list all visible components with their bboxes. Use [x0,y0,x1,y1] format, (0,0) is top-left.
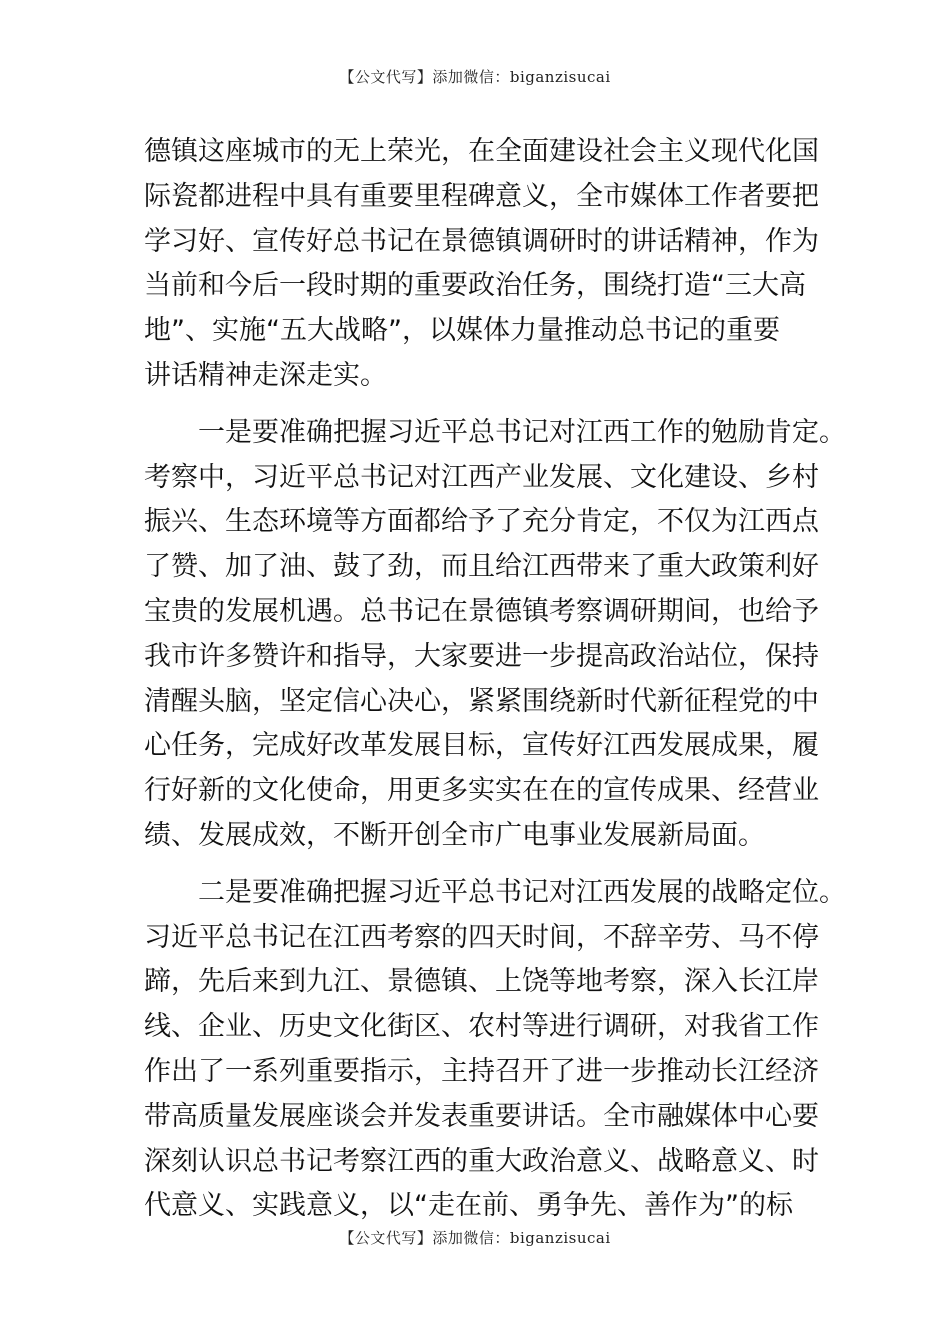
text-line: 了赞、加了油、鼓了劲，而且给江西带来了重大政策利好 [144,551,819,583]
paragraph [144,130,820,399]
text-line: 际瓷都进程中具有重要里程碑意义，全市媒体工作者要把 [144,180,819,212]
text-line: 当前和今后一段时期的重要政治任务，围绕打造“三大高 [144,270,806,302]
text-line: 二是要准确把握习近平总书记对江西发展的战略定位。 [144,876,846,908]
text-line: 习近平总书记在江西考察的四天时间，不辞辛劳、马不停 [144,921,819,953]
text-line: 考察中，习近平总书记对江西产业发展、文化建设、乡村 [144,461,819,493]
text-line: 蹄，先后来到九江、景德镇、上饶等地考察，深入长江岸 [144,966,819,998]
text-line: 清醒头脑，坚定信心决心，紧紧围绕新时代新征程党的中 [144,685,819,717]
text-line: 带高质量发展座谈会并发表重要讲话。全市融媒体中心要 [144,1100,819,1132]
page-footer: 【公文代写】添加微信：biganzisucai [339,1229,611,1247]
text-line: 心任务，完成好改革发展目标，宣传好江西发展成果，履 [144,730,819,762]
paragraph-gap [144,399,820,411]
text-line: 代意义、实践意义，以“走在前、勇争先、善作为”的标 [144,1190,793,1222]
text-line: 讲话精神走深走实。 [144,359,387,391]
page-header: 【公文代写】添加微信：biganzisucai [339,68,611,86]
text-line: 行好新的文化使命，用更多实实在在的宣传成果、经营业 [144,775,819,807]
text-line: 作出了一系列重要指示，主持召开了进一步推动长江经济 [144,1055,819,1087]
text-line: 宝贵的发展机遇。总书记在景德镇考察调研期间，也给予 [144,595,819,627]
text-line: 学习好、宣传好总书记在景德镇调研时的讲话精神，作为 [144,225,819,257]
paragraph [144,871,846,1229]
text-line: 线、企业、历史文化街区、农村等进行调研，对我省工作 [144,1011,819,1043]
text-line: 绩、发展成效，不断开创全市广电事业发展新局面。 [144,819,765,851]
text-line: 振兴、生态环境等方面都给予了充分肯定，不仅为江西点 [144,506,819,538]
paragraph-gap [144,859,820,871]
text-line: 一是要准确把握习近平总书记对江西工作的勉励肯定。 [144,416,846,448]
text-line: 深刻认识总书记考察江西的重大政治意义、战略意义、时 [144,1145,819,1177]
document-body [144,130,846,1229]
text-line: 德镇这座城市的无上荣光，在全面建设社会主义现代化国 [144,136,819,167]
text-line: 我市许多赞许和指导，大家要进一步提高政治站位，保持 [144,640,819,672]
paragraph [144,411,846,859]
text-line: 地”、实施“五大战略”，以媒体力量推动总书记的重要 [144,315,780,347]
